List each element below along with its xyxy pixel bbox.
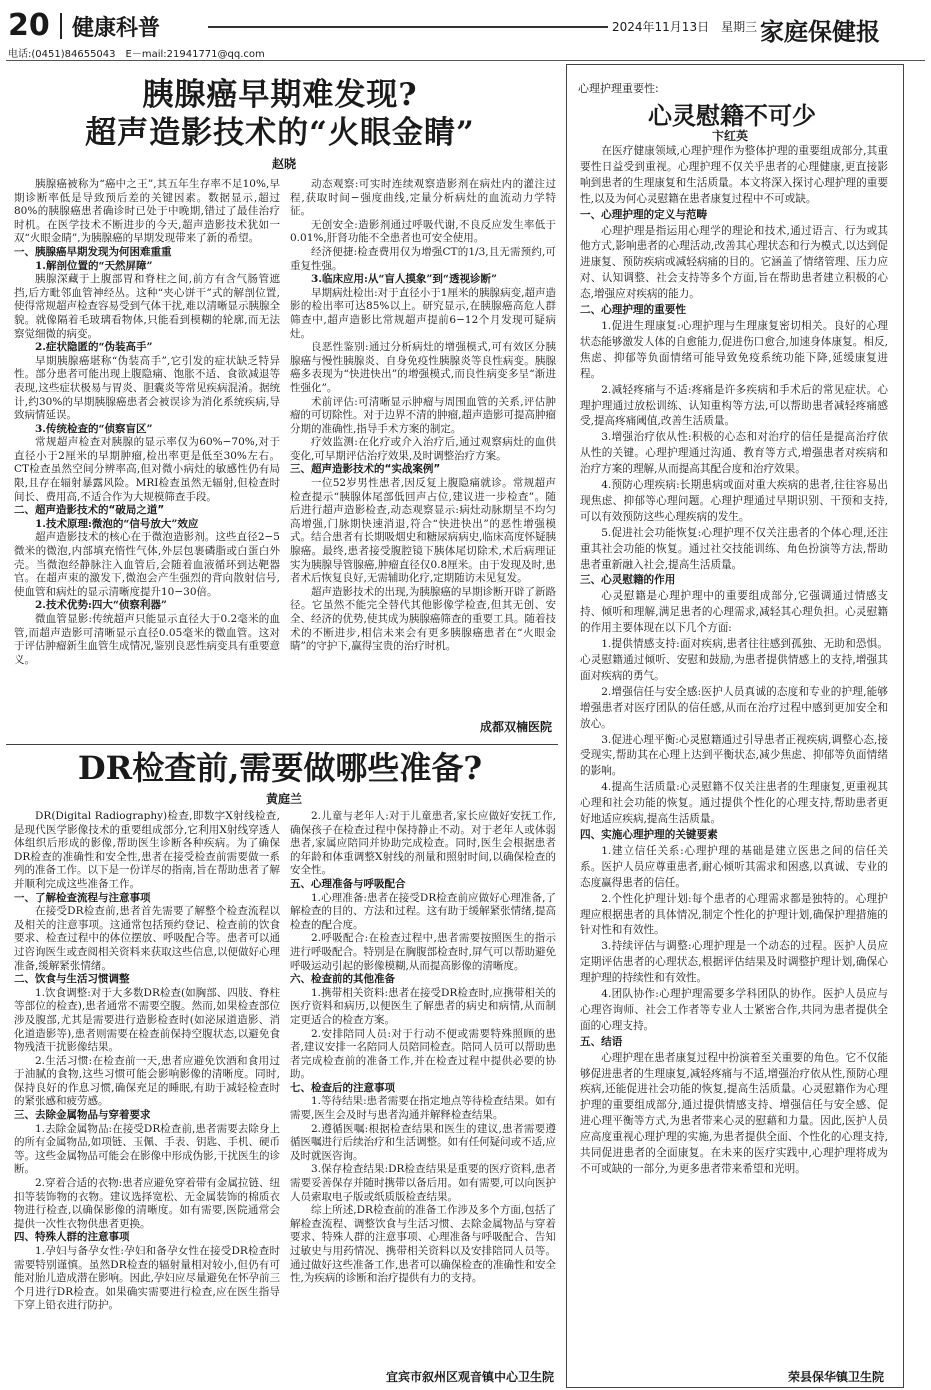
paragraph: 动态观察:可实时连续观察造影剂在病灶内的灌注过程,获取时间−强度曲线,定量分析病灶的血流动力学特征。 — [290, 178, 556, 218]
section-heading: 三、心灵慰籍的作用 — [580, 574, 676, 587]
paragraph: 经济便捷:检查费用仅为增强CT的1/3,且无需预约,可重复性强。 — [290, 245, 556, 272]
masthead-bottom-rule — [6, 60, 925, 61]
paragraph: 3.持续评估与调整:心理护理是一个动态的过程。医护人员应定期评估患者的心理状态,根据评估结果及时调整护理计划,确保心理护理的持续性和有效性。 — [580, 940, 888, 985]
paragraph: 在医疗健康领域,心理护理作为整体护理的重要组成部分,其重要性日益受到重视。心理护理不仅关乎患者的心理健康,更直接影响到患者的生理康复和生活质量。本文将深入探讨心理护理的重要性,以及为何心灵慰籍在患者康复过程中不可或缺。 — [580, 145, 888, 205]
section-heading: 五、结语 — [580, 1035, 623, 1048]
paragraph: 2.儿童与老年人:对于儿童患者,家长应做好安抚工作,确保孩子在检查过程中保持静止不动。对于老年人或体弱患者,家属应陪同并协助完成检查。同时,医生会根据患者的年龄和体重调整X射线的剂量和照射时间,以确保检查的安全性。 — [290, 810, 556, 877]
section-heading: 四、实施心理护理的关键要素 — [580, 828, 718, 841]
paragraph: 心理护理是指运用心理学的理论和技术,通过语言、行为或其他方式,影响患者的心理活动,改善其心理状态和行为模式,以达到促进康复、预防疾病或减轻病痛的目的。它涵盖了情绪管理、压力应对、认知调整、社会支持等多个方面,旨在帮助患者建立积极的心态,增强应对疾病的能力。 — [580, 224, 888, 301]
paragraph: 在接受DR检查前,患者首先需要了解整个检查流程以及相关的注意事项。这通常包括预约登记、检查前的饮食要求、检查过程中的体位摆放、呼吸配合等。患者可以通过咨询医生或查阅相关资料来获取这些信息,以便做好心理准备,缓解紧张情绪。 — [14, 905, 280, 972]
sub-heading: 2.技术优势:四大“侦察利器” — [35, 599, 167, 612]
paragraph: 1.建立信任关系:心理护理的基础是建立医患之间的信任关系。医护人员应尊重患者,耐心倾听其需求和困惑,以真诚、专业的态度赢得患者的信任。 — [580, 844, 888, 889]
paragraph: 2.安排陪同人员:对于行动不便或需要特殊照顾的患者,建议安排一名陪同人员陪同检查。陪同人员可以帮助患者完成检查前的准备工作,并在检查过程中提供必要的协助。 — [290, 1027, 556, 1081]
masthead — [0, 0, 931, 62]
paragraph: 心灵慰籍是心理护理中的重要组成部分,它强调通过情感支持、倾听和理解,满足患者的心理需求,减轻其心理负担。心灵慰籍的作用主要体现在以下几个方面: — [580, 590, 888, 635]
paragraph: 4.预防心理疾病:长期患病或面对重大疾病的患者,往往容易出现焦虑、抑郁等心理问题。心理护理通过早期识别、干预和支持,可以有效预防这些心理疾病的发生。 — [580, 479, 888, 523]
paragraph: 1.心理准备:患者在接受DR检查前应做好心理准备,了解检查的目的、方法和过程。这有助于缓解紧张情绪,提高检查的配合度。 — [290, 891, 556, 931]
section-name: 健康科普 — [72, 15, 161, 41]
issue-date: 2024年11月13日 星期三 — [612, 20, 758, 34]
article1-col2 — [290, 178, 556, 718]
paragraph: DR(Digital Radiography)检查,即数字X射线检查,是现代医学影像技术的重要组成部分,它利用X射线穿透人体组织后形成的影像,帮助医生诊断各种疾病。为了确保DR检查的准确性和安全性,患者在接受检查前需要做一系列的准备工作。以下是一份详尽的指南,旨在帮助患者了解并顺利完成这些准备工作。 — [14, 810, 280, 890]
paragraph: 早期胰腺癌堪称“伪装高手”,它引发的症状缺乏特异性。部分患者可能出现上腹隐痛、饱胀不适、食欲减退等表现,这些症状极易与胃炎、胆囊炎等常见疾病混淆。据统计,约30%的早期胰腺癌患者会被误诊为消化系统疾病,导致病情延误。 — [14, 354, 280, 422]
sub-heading: 1.技术原理:微泡的“信号放大”效应 — [35, 517, 199, 530]
paragraph: 一位52岁男性患者,因反复上腹隐痛就诊。常规超声检查提示“胰腺体尾部低回声占位,建议进一步检查”。随后进行超声造影检查,动态观察显示:病灶动脉期呈不均匀高增强,门脉期快速消退,符合“快进快出”的恶性增强模式。结合患者有长期吸烟史和糖尿病病史,临床高度怀疑胰腺癌。最终,患者接受腹腔镜下胰体尾切除术,术后病理证实为胰腺导管腺癌,肿瘤直径仅0.8厘米。由于发现及时,患者术后恢复良好,无需辅助化疗,定期随访未见复发。 — [290, 477, 556, 585]
paragraph: 1.提供情感支持:面对疾病,患者往往感到孤独、无助和恐惧。心灵慰籍通过倾听、安慰和鼓励,为患者提供情感上的支持,增强其面对疾病的勇气。 — [580, 638, 888, 682]
paragraph: 2.个性化护理计划:每个患者的心理需求都是独特的。心理护理应根据患者的具体情况,制定个性化的护理计划,确保护理措施的针对性和有效性。 — [580, 892, 888, 937]
paragraph: 2.生活习惯:在检查前一天,患者应避免饮酒和食用过于油腻的食物,这些习惯可能会影响影像的清晰度。同时,保持良好的作息习惯,确保充足的睡眠,有助于减轻检查时的紧张感和疲劳感。 — [14, 1054, 280, 1108]
section-heading: 一、胰腺癌早期发现为何困难重重 — [14, 245, 172, 258]
paragraph: 1.携带相关资料:患者在接受DR检查时,应携带相关的医疗资料和病历,以便医生了解患者的病史和病情,从而制定更适合的检查方案。 — [290, 986, 556, 1026]
article1-col1 — [14, 178, 280, 738]
paragraph: 4.提高生活质量:心灵慰籍不仅关注患者的生理康复,更重视其心理和社会功能的恢复。通过提供个性化的心理支持,帮助患者更好地适应疾病,提高生活质量。 — [580, 781, 888, 826]
paragraph: 良恶性鉴别:通过分析病灶的增强模式,可有效区分胰腺癌与慢性胰腺炎、自身免疫性胰腺炎等良性病变。胰腺癌多表现为“快进快出”的增强模式,而良性病变多呈“渐进性强化”。 — [290, 341, 556, 394]
paragraph: 1.等待结果:患者需要在指定地点等待检查结果。如有需要,医生会及时与患者沟通并解释检查结果。 — [290, 1095, 556, 1122]
article1-org: 成都双楠医院 — [480, 720, 553, 734]
paragraph: 2.增强信任与安全感:医护人员真诚的态度和专业的护理,能够增强患者对医疗团队的信任感,从而在治疗过程中感到更加安全和放心。 — [580, 685, 888, 730]
section-heading: 四、特殊人群的注意事项 — [14, 1231, 130, 1244]
article3-body — [580, 144, 888, 1382]
section-heading: 三、去除金属物品与穿着要求 — [14, 1109, 151, 1122]
article1-author: 赵晓 — [272, 157, 297, 171]
masthead-rule — [208, 26, 608, 28]
section-heading: 二、心理护理的重要性 — [580, 304, 686, 317]
paragraph: 1.孕妇与备孕女性:孕妇和备孕女性在接受DR检查时需要特别谨慎。虽然DR检查的辐射量相对较小,但仍有可能对胎儿造成潜在影响。因此,孕妇应尽量避免在怀孕前三个月进行DR检查。如果确实需要进行检查,应在医生指导下穿上铅衣进行防护。 — [14, 1245, 280, 1312]
article3-kicker: 心理护理重要性: — [578, 82, 659, 95]
paragraph: 1.去除金属物品:在接受DR检查前,患者需要去除身上的所有金属物品,如项链、玉佩、手表、钥匙、手机、硬币等。这些金属物品可能会在影像中形成伪影,干扰医生的诊断。 — [14, 1122, 280, 1176]
section-heading: 二、饮食与生活习惯调整 — [14, 973, 130, 986]
contact-line: 电话:(0451)84655043 E－mail:21941771@qq.com — [8, 49, 265, 60]
article-separator — [6, 744, 558, 745]
paragraph: 术前评估:可清晰显示肿瘤与周围血管的关系,评估肿瘤的可切除性。对于边界不清的肿瘤,超声造影可提高肿瘤分期的准确性,指导手术方案的制定。 — [290, 395, 556, 435]
paragraph: 胰腺癌被称为“癌中之王”,其五年生存率不足10%,早期诊断率低是导致预后差的关键因素。数据显示,超过80%的胰腺癌患者确诊时已处于中晚期,错过了最佳治疗时机。在医学技术不断进步的今天,超声造影技术犹如一双“火眼金睛”,为胰腺癌的早期发现带来了新的希望。 — [14, 178, 280, 245]
page-number: 20 — [8, 8, 50, 43]
section-heading: 七、检查后的注意事项 — [290, 1081, 395, 1094]
sub-heading: 1.解剖位置的“天然屏障” — [35, 259, 153, 272]
paragraph: 5.促进社会功能恢复:心理护理不仅关注患者的个体心理,还注重其社会功能的恢复。通过社交技能训练、角色扮演等方法,帮助患者重新融入社会,提高生活质量。 — [580, 526, 888, 571]
paragraph: 1.饮食调整:对于大多数DR检查(如胸部、四肢、脊柱等部位的检查),患者通常不需要空腹。然而,如果检查部位涉及腹部,尤其是需要进行造影检查时(如泌尿道造影、消化道造影等),患者则需要在检查前保持空腹状态,以避免食物残渣干扰影像结果。 — [14, 986, 280, 1054]
masthead-divider — [60, 13, 62, 39]
paragraph: 超声造影技术的出现,为胰腺癌的早期诊断开辟了新路径。它虽然不能完全替代其他影像学检查,但其无创、安全、经济的优势,使其成为胰腺癌筛查的重要工具。随着技术的不断进步,相信未来会有更多胰腺癌患者在“火眼金睛”的守护下,赢得宝贵的治疗时机。 — [290, 585, 556, 653]
section-heading: 一、了解检查流程与注意事项 — [14, 891, 151, 904]
paragraph: 微血管显影:传统超声只能显示直径大于0.2毫米的血管,而超声造影可清晰显示直径0.05毫米的微血管。这对于评估肿瘤新生血管生成情况,鉴别良恶性病变具有重要意义。 — [14, 613, 280, 666]
paragraph: 常规超声检查对胰腺的显示率仅为60%−70%,对于直径小于2厘米的早期肿瘤,检出率更是低至30%左右。CT检查虽然空间分辨率高,但对微小病灶的敏感性仍有局限,且存在辐射暴露风险。MRI检查虽然无辐射,但检查时间长、费用高,不适合作为大规模筛查手段。 — [14, 436, 280, 503]
paragraph: 心理护理在患者康复过程中扮演着至关重要的角色。它不仅能够促进患者的生理康复,减轻疼痛与不适,增强治疗依从性,预防心理疾病,还能促进社会功能的恢复,提高生活质量。心灵慰籍作为心理护理的重要组成部分,通过提供情感支持、增强信任与安全感、促进心理平衡等方式,为患者带来心灵的慰藉和力量。因此,医护人员应高度重视心理护理的实施,为患者提供全面、个性化的心理支持,共同促进患者的全面康复。在未来的医疗实践中,心理护理将成为不可或缺的一部分,为更多患者带来希望和光明。 — [580, 1051, 888, 1175]
paragraph: 3.增强治疗依从性:积极的心态和对治疗的信任是提高治疗依从性的关键。心理护理通过沟通、教育等方式,增强患者对疾病和治疗方案的理解,从而提高其配合度和治疗效果。 — [580, 431, 888, 476]
paragraph: 2.遵循医嘱:根据检查结果和医生的建议,患者需要遵循医嘱进行后续治疗和生活调整。如有任何疑问或不适,应及时就医咨询。 — [290, 1122, 556, 1162]
section-heading: 一、心理护理的定义与范畴 — [580, 208, 708, 221]
paragraph: 2.穿着合适的衣物:患者应避免穿着带有金属拉链、纽扣等装饰物的衣物。建议选择宽松、无金属装饰的棉质衣物进行检查,以确保影像的清晰度。如有需要,医院通常会提供一次性衣物供患者更换。 — [14, 1177, 280, 1230]
article3-title: 心灵慰籍不可少 — [648, 101, 816, 130]
paragraph: 疗效监测:在化疗或介入治疗后,通过观察病灶的血供变化,可早期评估治疗效果,及时调整治疗方案。 — [290, 436, 556, 462]
sub-heading: 3.临床应用:从“盲人摸象”到“透视诊断” — [311, 273, 497, 286]
paragraph: 超声造影技术的核心在于微泡造影剂。这些直径2−5微米的微泡,内部填充惰性气体,外层包裹磷脂或白蛋白外壳。当微泡经静脉注入血管后,会随着血液循环到达靶器官。在超声束的激发下,微泡会产生强烈的背向散射信号,使血管和病灶的显示清晰度提升10−30倍。 — [14, 531, 280, 598]
section-heading: 六、检查前的其他准备 — [290, 973, 395, 986]
paragraph: 胰腺深藏于上腹部胃和脊柱之间,前方有含气肠管遮挡,后方毗邻血管神经丛。这种“夹心饼干”式的解剖位置,使得常规超声检查容易受到气体干扰,难以清晰显示胰腺全貌。就像隔着毛玻璃看物体,只能看到模糊的轮廓,而无法察觉细微的病变。 — [14, 273, 280, 340]
article2-org: 宜宾市叙州区观音镇中心卫生院 — [386, 1370, 555, 1384]
article1-title-line1: 胰腺癌早期难发现? — [142, 77, 418, 113]
article3-author: 卞红英 — [712, 129, 749, 143]
article2-author: 黄庭兰 — [266, 792, 303, 806]
article1-title — [40, 76, 520, 152]
paragraph: 无创安全:造影剂通过呼吸代谢,不良反应发生率低于0.01%,肝肾功能不全患者也可安全使用。 — [290, 218, 556, 245]
article1-title-line2: 超声造影技术的“火眼金睛” — [85, 115, 475, 151]
paragraph: 2.减轻疼痛与不适:疼痛是许多疾病和手术后的常见症状。心理护理通过放松训练、认知重构等方法,可以帮助患者减轻疼痛感受,提高疼痛阈值,改善生活质量。 — [580, 383, 888, 428]
paragraph: 综上所述,DR检查前的准备工作涉及多个方面,包括了解检查流程、调整饮食与生活习惯、去除金属物品与穿着要求、特殊人群的注意事项、心理准备与呼吸配合、告知过敏史与用药情况、携带相关资料以及安排陪同人员等。通过做好这些准备工作,患者可以确保检查的准确性和安全性,为疾病的诊断和治疗提供有力的支持。 — [290, 1204, 556, 1285]
paragraph: 3.保存检查结果:DR检查结果是重要的医疗资料,患者需要妥善保存并随时携带以备后用。如有需要,可以向医护人员索取电子版或纸质版检查结果。 — [290, 1163, 556, 1203]
paragraph: 4.团队协作:心理护理需要多学科团队的协作。医护人员应与心理咨询师、社会工作者等专业人士紧密合作,共同为患者提供全面的心理支持。 — [580, 988, 888, 1032]
article2-title: DR检查前,需要做哪些准备? — [77, 749, 483, 787]
section-heading: 五、心理准备与呼吸配合 — [290, 877, 406, 890]
article2-col1 — [14, 810, 280, 1385]
article3-org: 荣县保华镇卫生院 — [788, 1370, 885, 1384]
article2-col2 — [290, 810, 556, 1365]
section-heading: 二、超声造影技术的“破局之道” — [14, 504, 165, 517]
paragraph: 3.促进心理平衡:心灵慰籍通过引导患者正视疾病,调整心态,接受现实,帮助其在心理上达到平衡状态,减少焦虑、抑郁等负面情绪的影响。 — [580, 733, 888, 778]
paragraph: 早期病灶检出:对于直径小于1厘米的胰腺病变,超声造影的检出率可达85%以上。研究显示,在胰腺癌高危人群筛查中,超声造影比常规超声提前6−12个月发现可疑病灶。 — [290, 286, 556, 340]
section-heading: 三、超声造影技术的“实战案例” — [290, 463, 441, 476]
sub-heading: 2.症状隐匿的“伪装高手” — [35, 341, 153, 354]
paragraph: 1.促进生理康复:心理护理与生理康复密切相关。良好的心理状态能够激发人体的自愈能力,促进伤口愈合,加速身体康复。相反,焦虑、抑郁等负面情绪可能导致免疫系统功能下降,延缓康复进程。 — [580, 319, 888, 380]
paper-name: 家庭保健报 — [760, 17, 880, 46]
paragraph: 2.呼吸配合:在检查过程中,患者需要按照医生的指示进行呼吸配合。特别是在胸腹部检查时,屏气可以帮助避免呼吸运动引起的影像模糊,从而提高影像的清晰度。 — [290, 932, 556, 972]
sub-heading: 3.传统检查的“侦察盲区” — [35, 422, 153, 435]
